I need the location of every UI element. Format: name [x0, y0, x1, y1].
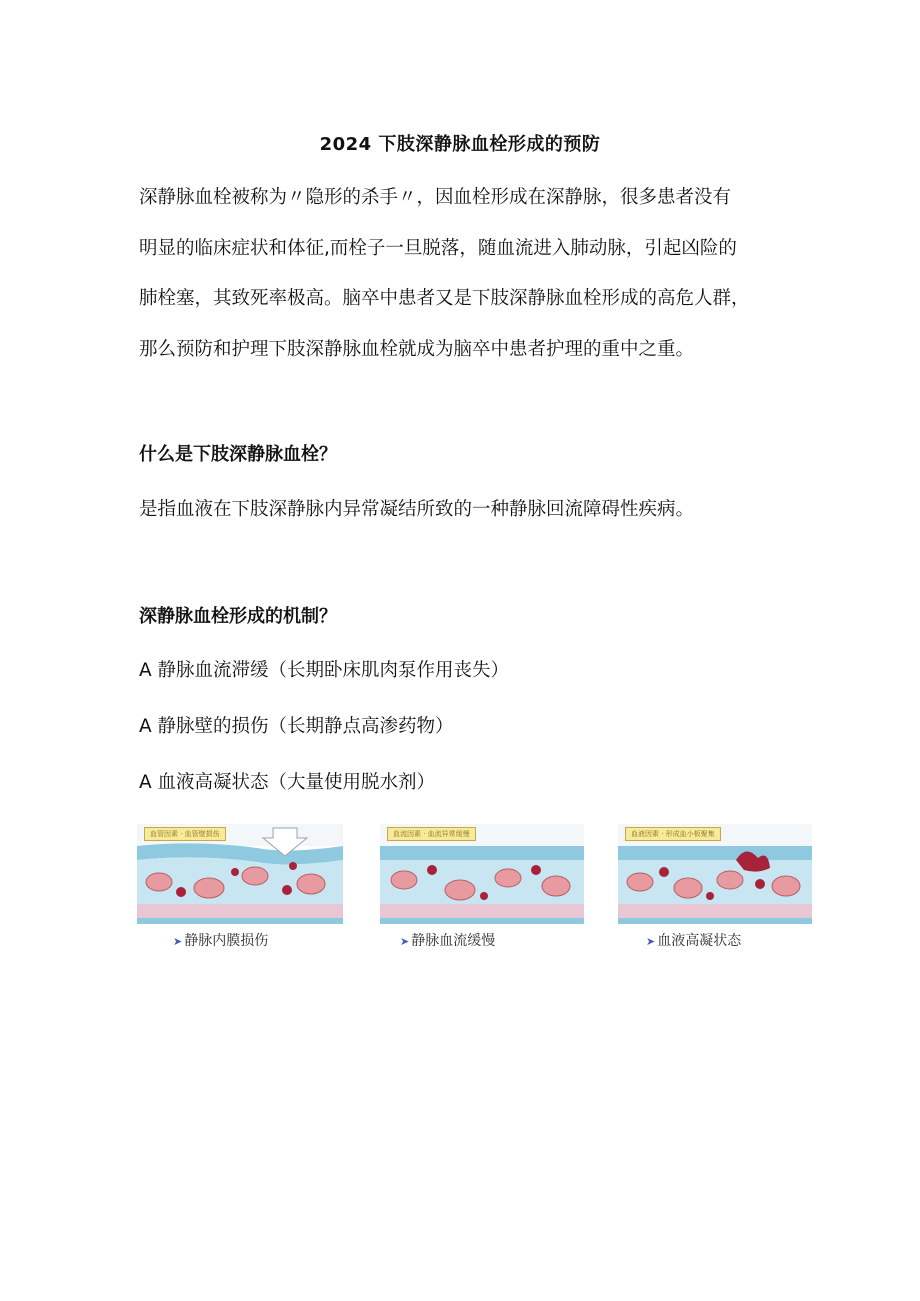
intro-line: 那么预防和护理下肢深静脉血栓就成为脑卒中患者护理的重中之重。 — [139, 338, 695, 360]
intro-paragraph — [139, 186, 799, 388]
figure-tag: 血流因素 · 血流异常缓慢 — [387, 827, 476, 841]
figure-caption-text: 血液高凝状态 — [657, 933, 742, 949]
definition-text: 是指血液在下肢深静脉内异常凝结所致的一种静脉回流障碍性疾病。 — [139, 499, 695, 520]
figure-hypercoagulable-state — [618, 824, 812, 949]
mechanism-item: A 静脉壁的损伤（长期静点高渗药物） — [139, 716, 454, 737]
figure-tag: 血管因素 · 血管壁损伤 — [144, 827, 226, 841]
mechanism-item: A 血液高凝状态（大量使用脱水剂） — [139, 772, 436, 793]
arrow-bullet-icon: ➤ — [646, 935, 656, 948]
intro-line: 深静脉血栓被称为〃隐形的杀手〃，因血栓形成在深静脉，很多患者没有 — [139, 187, 732, 208]
figure-caption-text: 静脉血流缓慢 — [411, 933, 496, 949]
figure-vein-wall-injury — [137, 824, 343, 949]
figure-caption — [400, 930, 495, 950]
figure-caption-text: 静脉内膜损伤 — [184, 933, 269, 949]
figure-caption — [173, 930, 268, 950]
figure-tag: 血液因素 · 形成血小板聚集 — [625, 827, 721, 841]
intro-line: 肺栓塞，其致死率极高。脑卒中患者又是下肢深静脉血栓形成的高危人群， — [139, 288, 750, 309]
figure-slow-blood-flow — [380, 824, 584, 949]
arrow-bullet-icon: ➤ — [400, 935, 410, 948]
arrow-bullet-icon: ➤ — [173, 935, 183, 948]
intro-line: 明显的临床症状和体征,而栓子一旦脱落，随血流进入肺动脉，引起凶险的 — [139, 237, 737, 259]
document-title: 2024 下肢深静脉血栓形成的预防 — [319, 134, 601, 155]
section-heading-definition: 什么是下肢深静脉血栓？ — [139, 444, 337, 465]
section-heading-mechanism: 深静脉血栓形成的机制？ — [139, 606, 337, 627]
mechanism-item: A 静脉血流滞缓（长期卧床肌肉泵作用丧失） — [139, 660, 510, 681]
figure-caption — [646, 930, 741, 950]
